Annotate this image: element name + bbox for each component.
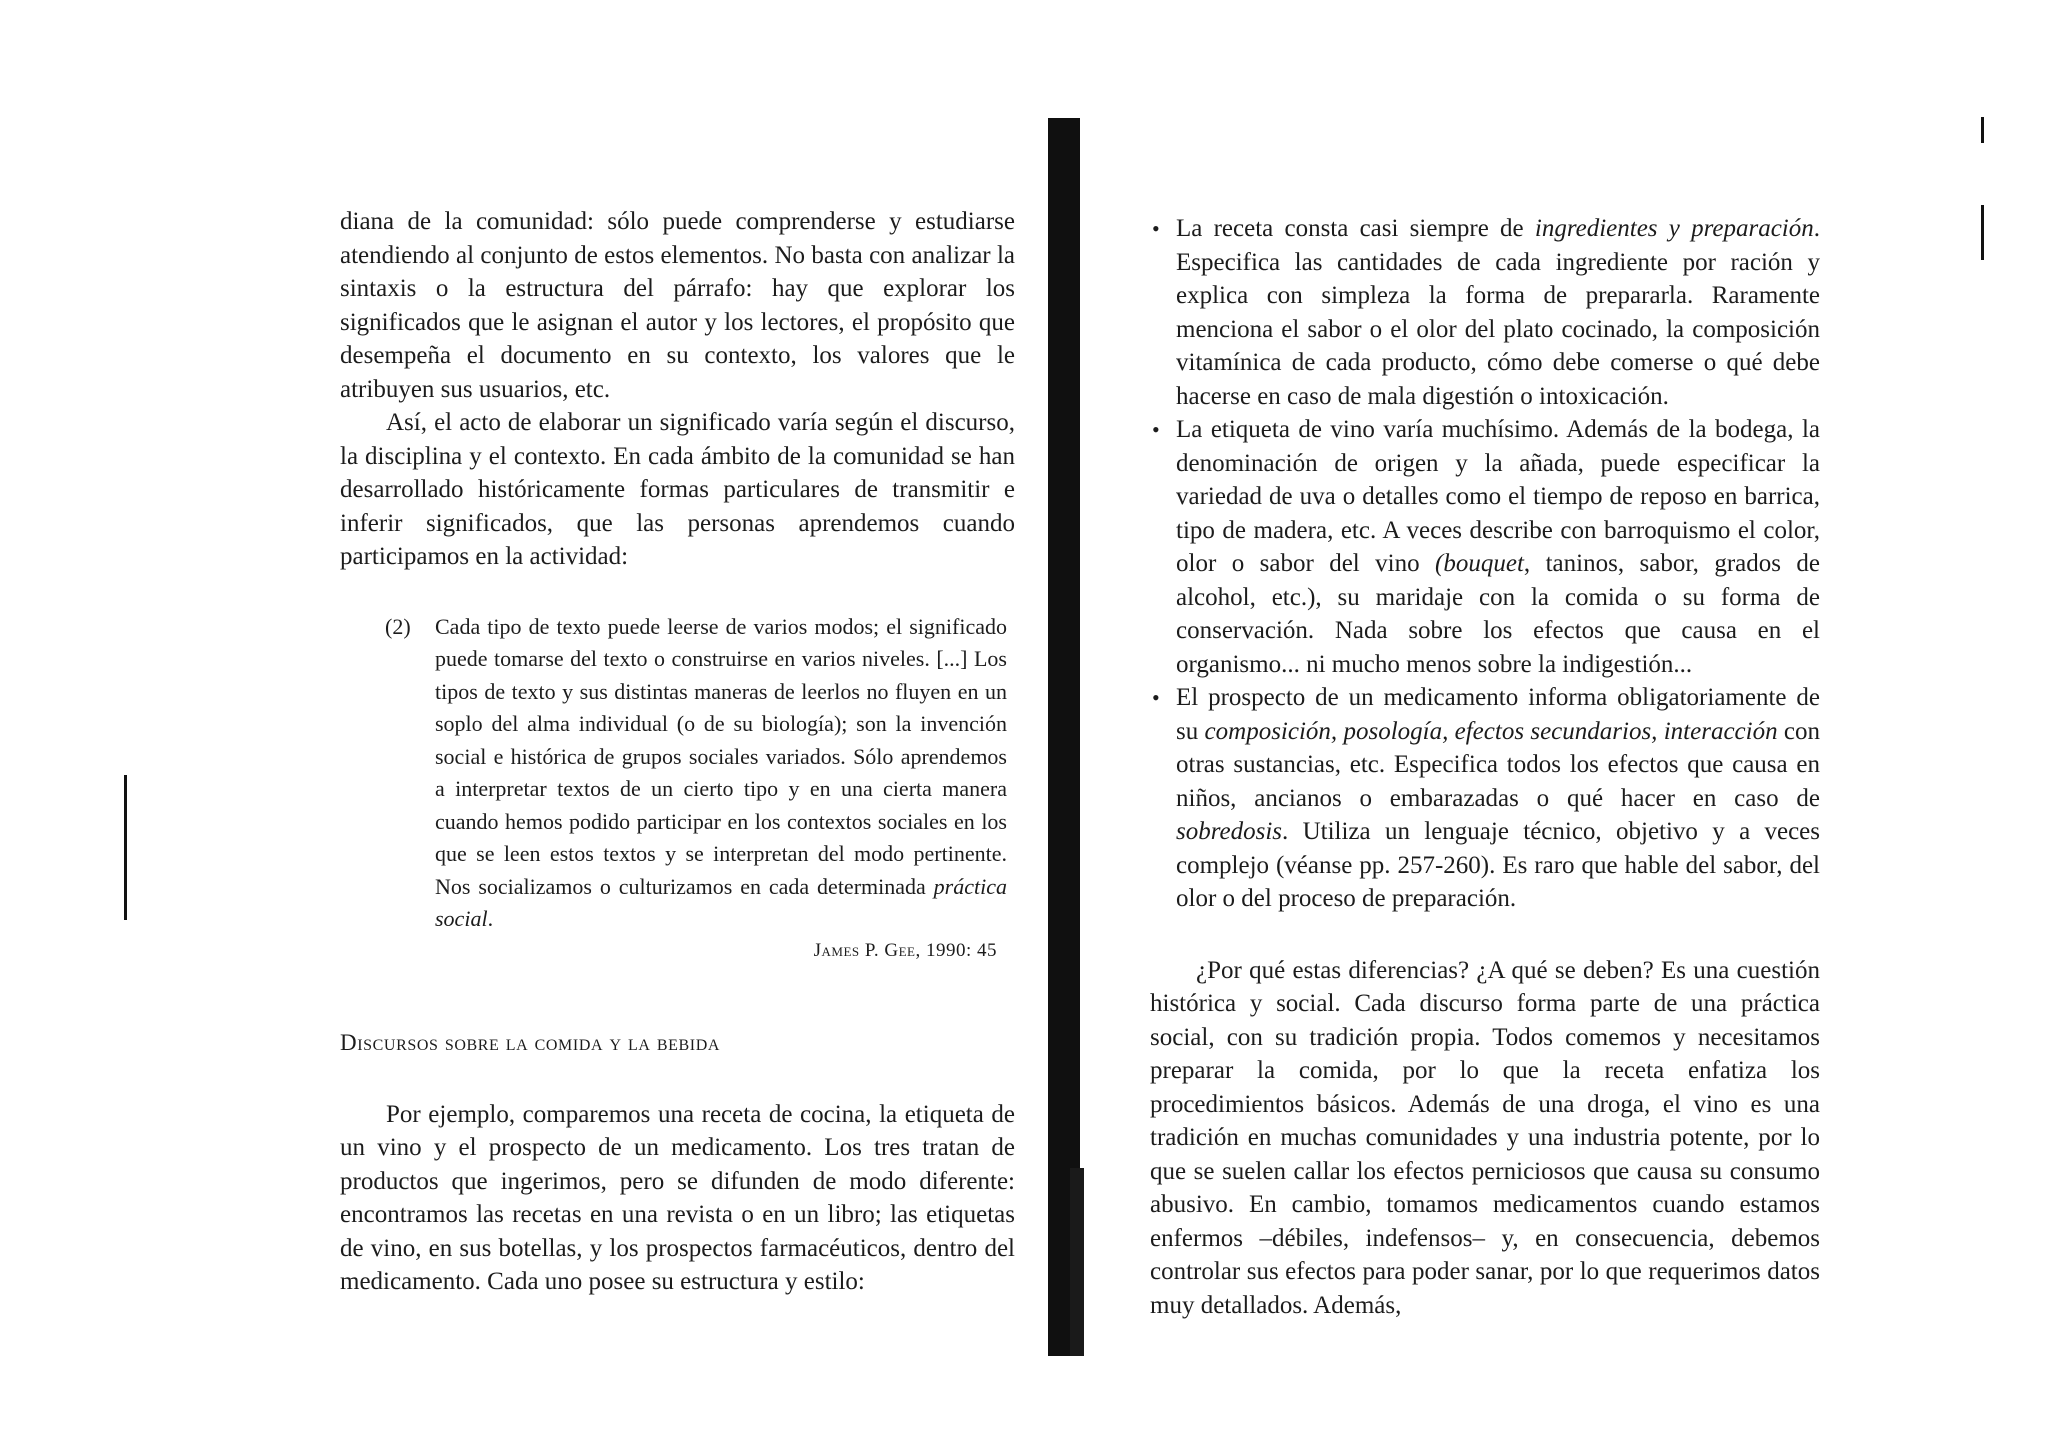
list-item-text: La etiqueta de vino varía muchísimo. Además de la bodega, la denominación de origen y la añada, puede especificar la variedad de uva o detalles como el tiempo de reposo en barrica, tipo de madera, etc. A veces describe con barroquismo el color, olor o sabor del vino (bouquet, taninos, sabor, grados de alcohol, etc.), su maridaje con la comida o su forma de conservación. Nada sobre los efectos que causa en el organismo... ni mucho menos sobre la indigestión... [1176, 416, 1820, 678]
paragraph-continued: diana de la comunidad: sólo puede comprenderse y estudiarse atendiendo al conjunto de estos elementos. No basta con analizar la sintaxis o la estructura del párrafo: hay que explorar los significados que le asignan el autor y los lectores, el propósito que desempeña el documento en su contexto, los valores que le atribuyen sus usuarios, etc. [340, 208, 1015, 403]
section-heading: Discursos sobre la comida y la bebida [340, 1029, 721, 1055]
quote-source: James P. Gee, 1990: 45 [813, 939, 997, 961]
list-item-text: El prospecto de un medicamento informa obligatoriamente de su composición, posología, efectos secundarios, interacción con otras sustancias, etc. Especifica todos los efectos que causa en niños, ancianos o embarazadas o qué hacer en caso de sobredosis. Utiliza un lenguaje técnico, objetivo y a veces complejo (véanse pp. 257-260). Es raro que hable del sabor, del olor o del proceso de preparación. [1176, 684, 1820, 912]
list-item-text: La receta consta casi siempre de ingredientes y preparación. Especifica las cantidades de cada ingrediente por ración y explica con simpleza la forma de prepararla. Raramente menciona el sabor o el olor del plato cocinado, la composición vitamínica de cada producto, cómo debe comerse o qué debe hacerse en caso de mala digestión o intoxicación. [1176, 215, 1821, 410]
left-page [340, 205, 1015, 1299]
list-item [1150, 413, 1820, 681]
quote-text-segment: . [487, 906, 494, 931]
bullet-list [1150, 212, 1820, 916]
list-item [1150, 681, 1820, 916]
bullet-icon: • [1152, 685, 1160, 710]
quote-number: (2) [385, 613, 411, 639]
list-item [1150, 212, 1820, 413]
bullet-icon: • [1152, 216, 1160, 241]
bullet-icon: • [1152, 417, 1160, 442]
quote-emphasis: práctica social [435, 873, 1007, 931]
book-gutter-shadow [1048, 118, 1080, 1356]
block-quote [385, 611, 1007, 966]
paragraph: ¿Por qué estas diferencias? ¿A qué se deben? Es una cuestión histórica y social. Cada discurso forma parte de una práctica social, con su tradición propia. Todos comemos y necesitamos preparar la comida, por lo que la receta enfatiza los procedimientos básicos. Además de una droga, el vino es una tradición en muchas comunidades y una industria potente, por lo que se suelen callar los efectos perniciosos que causa su consumo abusivo. En cambio, tomamos medicamentos cuando estamos enfermos –débiles, indefensos– y, en consecuencia, debemos controlar sus efectos para poder sanar, por lo que requerimos datos muy detallados. Además, [1150, 956, 1820, 1319]
paragraph: Por ejemplo, comparemos una receta de cocina, la etiqueta de un vino y el prospecto de un medicamento. Los tres tratan de productos que ingerimos, pero se difunden de modo diferente: encontramos las recetas en una revista o en un libro; las etiquetas de vino, en sus botellas, y los prospectos farmacéuticos, dentro del medicamento. Cada uno posee su estructura y estilo: [340, 1100, 1015, 1295]
right-page [1150, 212, 1820, 1322]
scan-edge-mark [1981, 117, 1984, 143]
scan-edge-mark [124, 775, 127, 920]
quote-text [435, 611, 1007, 936]
quote-text-segment: Cada tipo de texto puede leerse de varios modos; el significado puede tomarse del texto o construirse en varios niveles. [...] Los tipos de texto y sus distintas maneras de leerlos no fluyen en un soplo del alma individual (o de su biología); son la invención social e histórica de grupos sociales variados. Sólo aprendemos a interpretar textos de un cierto tipo y en una cierta manera cuando hemos podido participar en los contextos sociales en los que se leen estos textos y se interpretan del modo pertinente. Nos socializamos o culturizamos en cada determinada [435, 613, 1007, 899]
paragraph: Así, el acto de elaborar un significado varía según el discurso, la disciplina y el contexto. En cada ámbito de la comunidad se han desarrollado históricamente formas particulares de transmitir e inferir significados, que las personas aprendemos cuando participamos en la actividad: [340, 409, 1015, 570]
scan-edge-mark [1981, 205, 1984, 260]
